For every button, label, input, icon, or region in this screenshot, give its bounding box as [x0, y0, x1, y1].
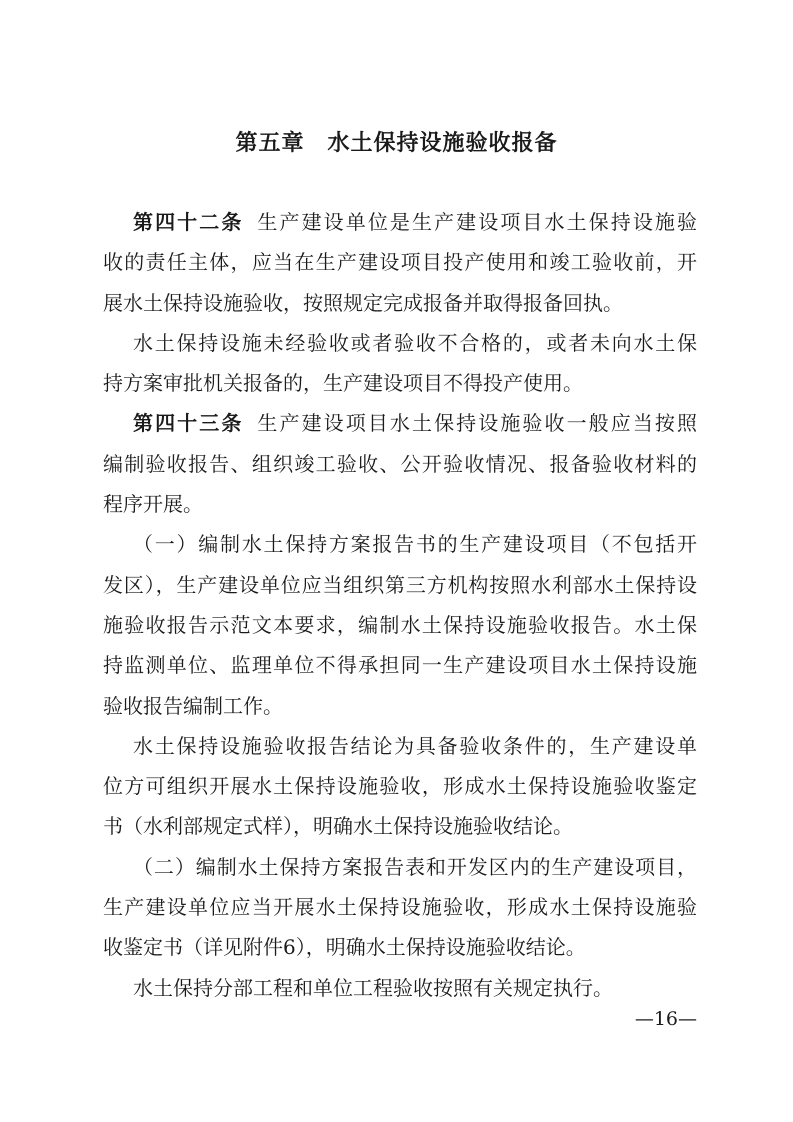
- text-line: [103, 686, 697, 726]
- text-line: [103, 766, 697, 806]
- text-line: [103, 605, 697, 645]
- paragraph: [103, 726, 697, 847]
- line-text: 水土保持设施验收报告结论为具备验收条件的，生产建设单: [133, 733, 697, 758]
- text-line: [103, 323, 697, 363]
- document-body: [103, 202, 697, 1008]
- text-line: [103, 565, 697, 605]
- text-line: [103, 645, 697, 685]
- text-line: [103, 726, 697, 766]
- line-text: 生产建设单位是生产建设项目水土保持设施验: [257, 210, 698, 234]
- line-text: 验收报告编制工作。: [103, 693, 283, 718]
- line-text: （一）编制水土保持方案报告书的生产建设项目（不包括开: [133, 532, 697, 557]
- line-text: 水土保持分部工程和单位工程验收按照有关规定执行。: [133, 975, 613, 1000]
- paragraph: [103, 847, 697, 968]
- line-text: 发区），生产建设单位应当组织第三方机构按照水利部水土保持设: [103, 572, 697, 597]
- line-text: 持监测单位、监理单位不得承担同一生产建设项目水土保持设施: [103, 653, 697, 678]
- line-text: 书（水利部规定式样），明确水土保持设施验收结论。: [103, 814, 573, 839]
- text-line: [103, 444, 697, 484]
- line-text: （二）编制水土保持方案报告表和开发区内的生产建设项目，: [133, 854, 697, 879]
- line-text: 生产建设项目水土保持设施验收一般应当按照: [257, 411, 698, 436]
- line-text: 位方可组织开展水土保持设施验收，形成水土保持设施验收鉴定: [103, 774, 697, 799]
- chapter-title: 第五章 水土保持设施验收报备: [235, 131, 558, 156]
- text-line: [103, 403, 697, 443]
- text-line: [103, 242, 697, 282]
- text-line: [103, 202, 697, 242]
- line-text: 展水土保持设施验收，按照规定完成报备并取得报备回执。: [103, 290, 623, 315]
- line-text: 持方案审批机关报备的，生产建设项目不得投产使用。: [103, 371, 583, 396]
- line-text: 收的责任主体，应当在生产建设项目投产使用和竣工验收前，开: [103, 250, 697, 275]
- line-text: 生产建设单位应当开展水土保持设施验收，形成水土保持设施验: [103, 895, 697, 920]
- line-text: 水土保持设施未经验收或者验收不合格的，或者未向水土保: [133, 330, 697, 355]
- paragraph: [103, 202, 697, 323]
- article-number: 第四十二条: [133, 210, 244, 234]
- line-text: 程序开展。: [103, 492, 203, 517]
- text-line: [103, 363, 697, 403]
- text-line: [103, 283, 697, 323]
- paragraph: [103, 524, 697, 725]
- paragraph: [103, 403, 697, 524]
- page-number: —16—: [634, 1008, 697, 1030]
- paragraph: [103, 323, 697, 404]
- line-text: 编制验收报告、组织竣工验收、公开验收情况、报备验收材料的: [103, 451, 697, 476]
- text-line: [103, 484, 697, 524]
- text-line: [103, 968, 697, 1008]
- text-line: [103, 524, 697, 564]
- article-number: 第四十三条: [133, 411, 244, 436]
- text-line: [103, 806, 697, 846]
- paragraph: [103, 968, 697, 1008]
- text-line: [103, 887, 697, 927]
- line-text: 施验收报告示范文本要求，编制水土保持设施验收报告。水土保: [103, 612, 697, 637]
- text-line: [103, 927, 697, 967]
- text-line: [103, 847, 697, 887]
- line-text: 收鉴定书（详见附件6），明确水土保持设施验收结论。: [103, 935, 586, 960]
